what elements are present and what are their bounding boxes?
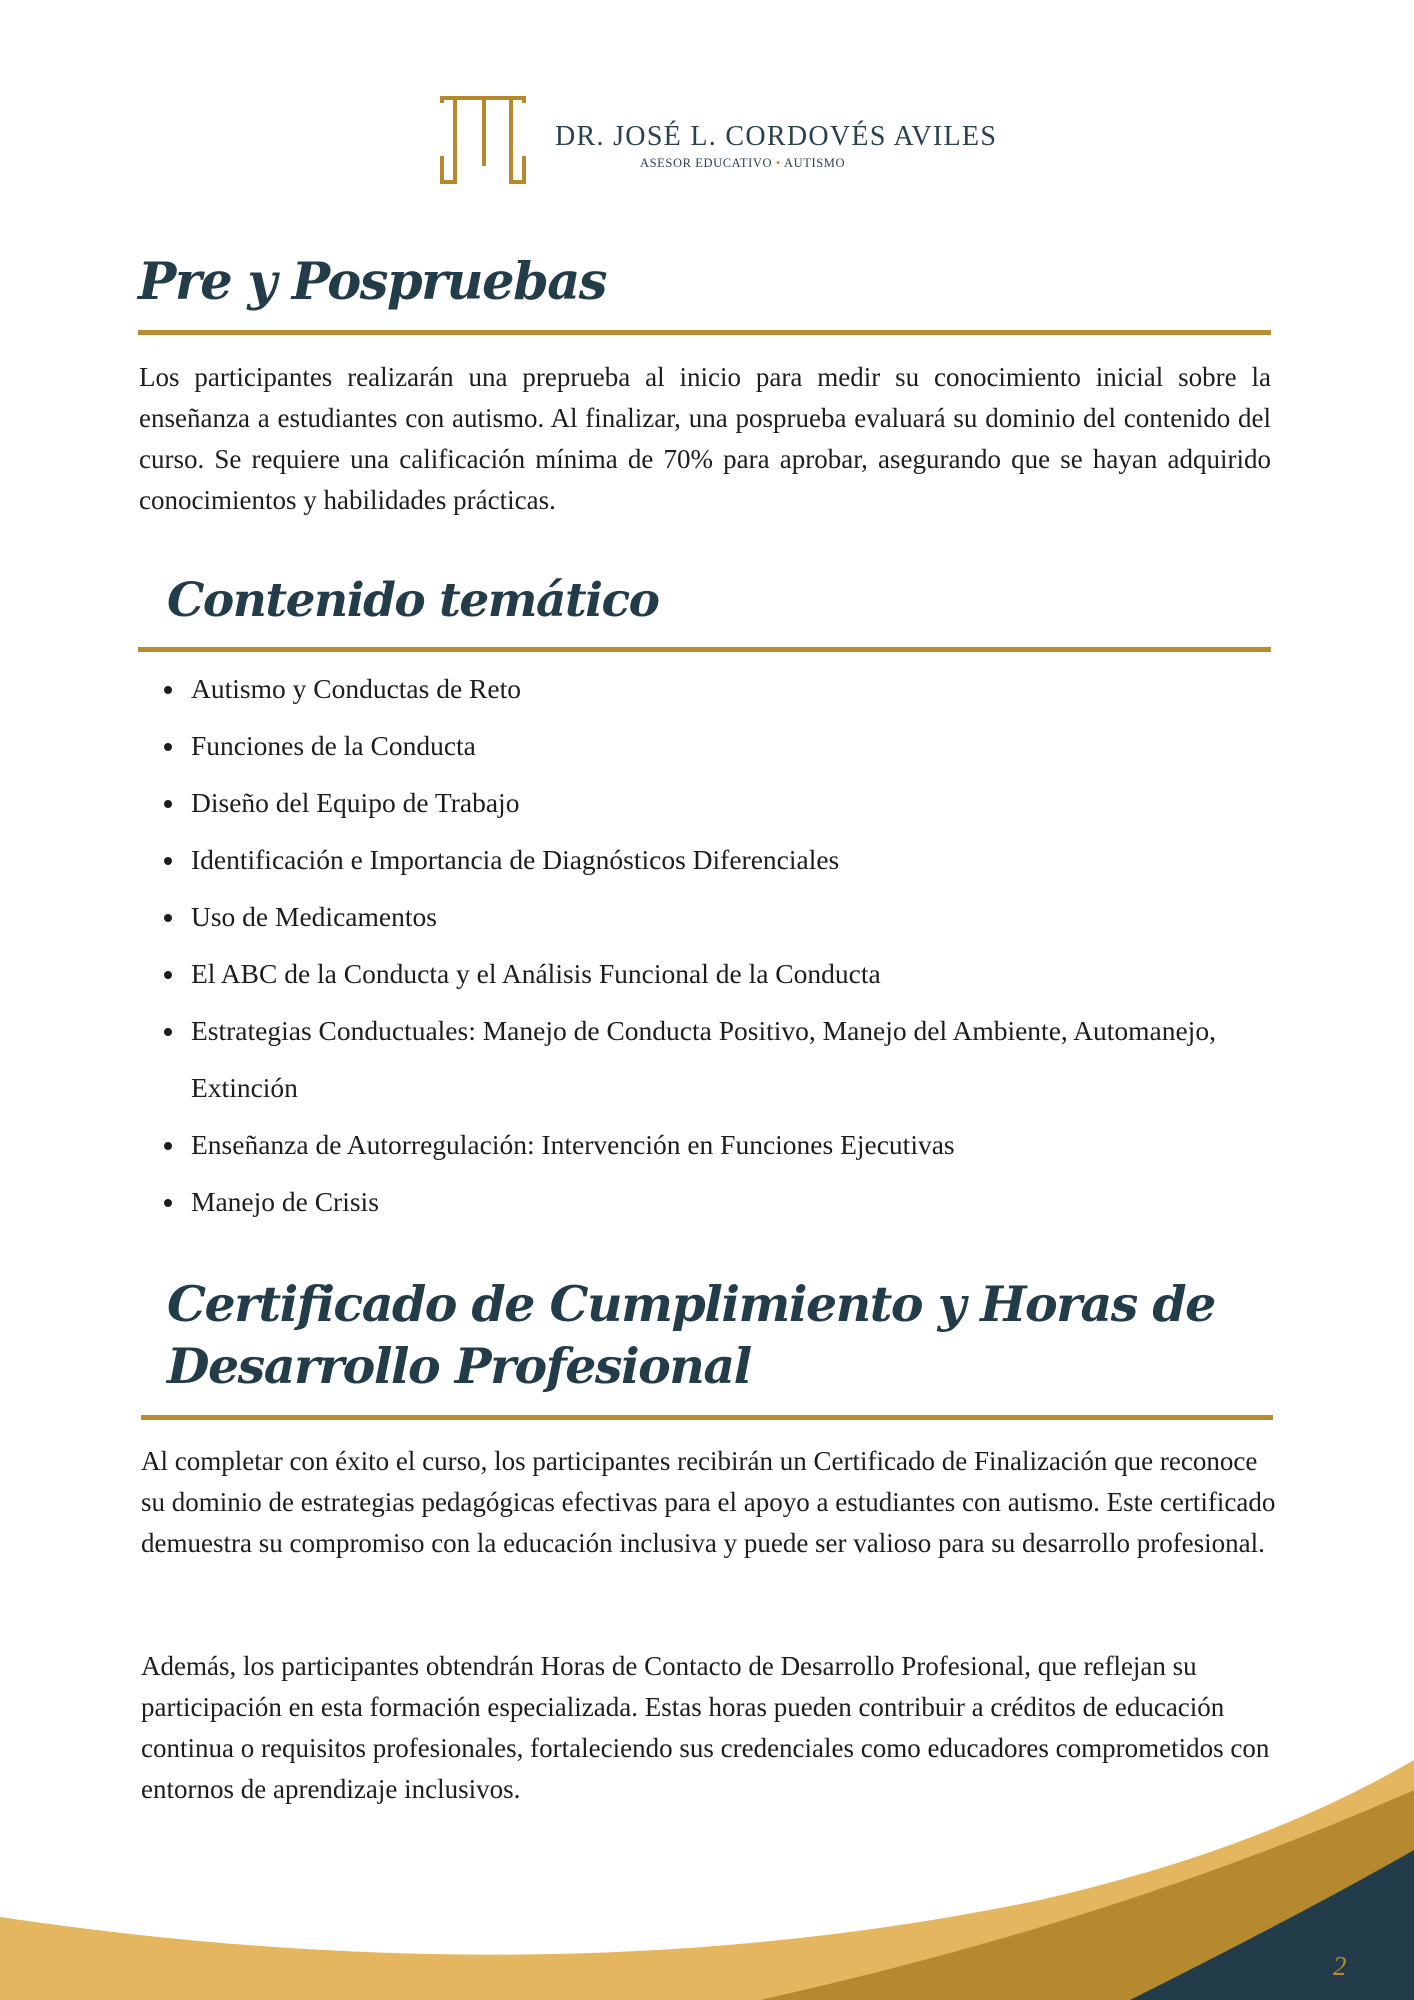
- title-line: Certificado de Cumplimiento y Horas de: [167, 1275, 1215, 1333]
- section-divider: [138, 330, 1271, 335]
- list-item: Enseñanza de Autorregulación: Intervención en Funciones Ejecutivas: [139, 1116, 1259, 1173]
- list-item: Autismo y Conductas de Reto: [139, 660, 1259, 717]
- topics-list: [139, 660, 1259, 1230]
- page-number: 2: [1333, 1951, 1347, 1981]
- header-logo: [440, 96, 1000, 184]
- author-name: DR. JOSÉ L. CORDOVÉS AVILES: [555, 121, 998, 152]
- pre-post-body: Los participantes realizarán una preprueba al inicio para medir su conocimiento inicial sobre la enseñanza a estudiantes con autismo. Al finalizar, una posprueba evaluará su dominio del contenido del curso. Se requiere una calificación mínima de 70% para aprobar, asegurando que se hayan adquirido conocimientos y habilidades prácticas.: [139, 362, 1271, 515]
- title-line: Desarrollo Profesional: [167, 1337, 751, 1395]
- section-title-certificado: [167, 1273, 1215, 1397]
- list-item: Diseño del Equipo de Trabajo: [139, 774, 1259, 831]
- list-item: Manejo de Crisis: [139, 1173, 1259, 1230]
- certificado-body-1: Al completar con éxito el curso, los participantes recibirán un Certificado de Finalización que reconoce su dominio de estrategias pedagógicas efectivas para el apoyo a estudiantes con autismo. Este certificado demuestra su compromiso con la educación inclusiva y puede ser valioso para su desarrollo profesional.: [141, 1446, 1276, 1558]
- subtitle-field: AUTISMO: [783, 156, 846, 170]
- list-item: Funciones de la Conducta: [139, 717, 1259, 774]
- list-item: Estrategias Conductuales: Manejo de Conducta Positivo, Manejo del Ambiente, Automanejo, Extinción: [139, 1002, 1221, 1116]
- subtitle-role: ASESOR EDUCATIVO: [640, 156, 773, 170]
- list-item: Uso de Medicamentos: [139, 888, 1259, 945]
- list-item: El ABC de la Conducta y el Análisis Funcional de la Conducta: [139, 945, 1259, 1002]
- certificado-body-2: Además, los participantes obtendrán Horas de Contacto de Desarrollo Profesional, que reflejan su participación en esta formación especializada. Estas horas pueden contribuir a créditos de educación continua o requisitos profesionales, fortaleciendo sus credenciales como educadores comprometidos con entornos de aprendizaje inclusivos.: [141, 1651, 1270, 1804]
- list-item: Identificación e Importancia de Diagnósticos Diferenciales: [139, 831, 1259, 888]
- monogram-jc-icon: [440, 96, 526, 184]
- footer-wave-decoration: [0, 1670, 1414, 2000]
- section-title-contenido: Contenido temático: [167, 573, 659, 628]
- section-title-pre-post: Pre y Pospruebas: [138, 252, 606, 312]
- subtitle-separator: •: [775, 156, 781, 170]
- section-divider: [141, 1415, 1273, 1420]
- author-subtitle: [640, 156, 845, 171]
- section-divider: [138, 647, 1271, 652]
